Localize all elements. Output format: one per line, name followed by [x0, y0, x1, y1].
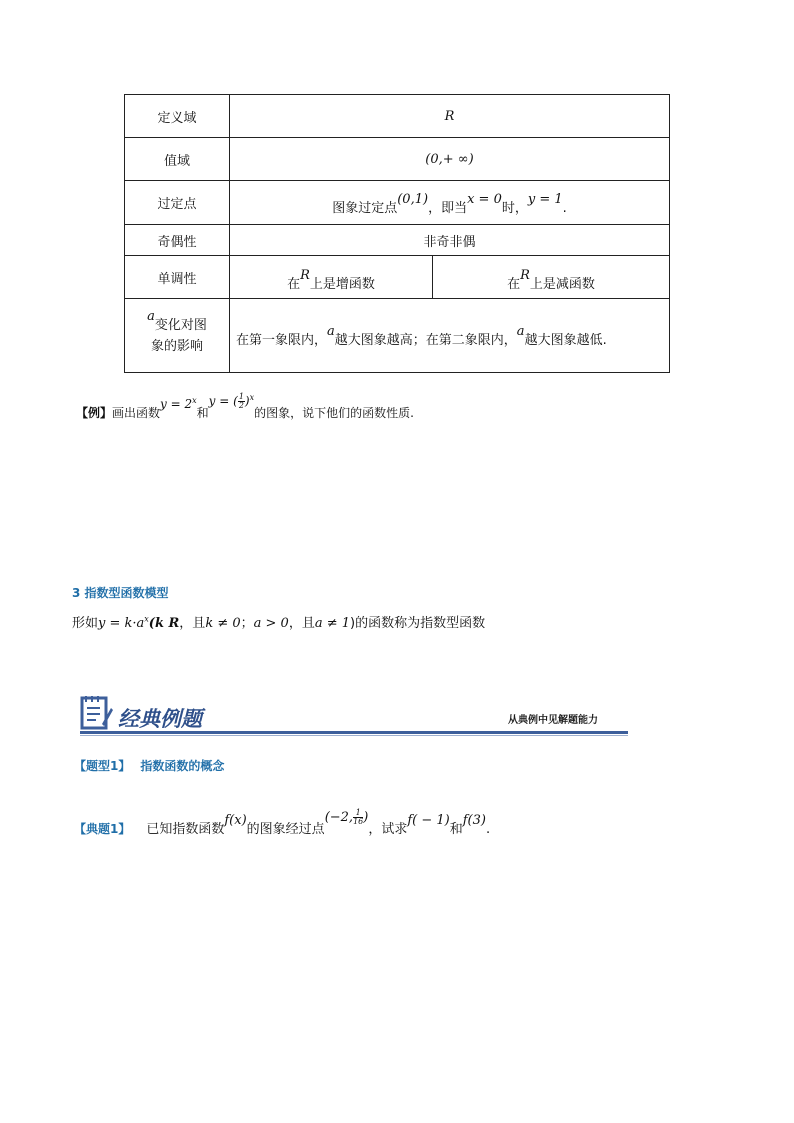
domain-value: R	[230, 95, 670, 138]
question-type-heading: 【题型1】 指数函数的概念	[74, 759, 225, 773]
example-line: 【例】画出函数$y = 2^x$和y = ( $\frac{1}{2}$ )$^x$的图象，说下他们的函数性质.	[76, 392, 414, 420]
row-label: 奇偶性	[125, 225, 230, 256]
row-label: 值域	[125, 138, 230, 181]
fixed-point-value: 图象过定点(0,1)，即当x = 0时，y = 1.	[230, 181, 670, 225]
monotonic-increasing: 在R上是增函数	[230, 256, 433, 299]
problem-line: 【典题1】 已知指数函数f(x)的图象经过点(−2, $\frac{1}{16}$ )，试求f( − 1)和f(3).	[74, 808, 491, 837]
formula-exp2: $y = 2^x$	[160, 396, 197, 411]
row-label: 过定点	[125, 181, 230, 225]
properties-table	[124, 94, 670, 373]
monotonic-decreasing: 在R上是减函数	[433, 256, 670, 299]
banner-divider-thin	[80, 735, 628, 736]
section-text: 形如$y = k\cdot a^x(k$ R，且k ≠ 0；a > 0，且a ≠ 1)的函数称为指数型函数	[72, 614, 486, 631]
banner-title: 经典例题	[118, 707, 202, 731]
parity-value: 非奇非偶	[230, 225, 670, 256]
section-heading: 3 指数型函数模型	[72, 586, 169, 600]
banner-divider	[80, 731, 628, 734]
formula-half-power: y = ( $\frac{1}{2}$ )$^x$	[208, 392, 255, 410]
row-label: 定义域	[125, 95, 230, 138]
notebook-icon	[80, 694, 114, 734]
banner-right-text: 从典例中见解题能力	[508, 715, 598, 726]
example-tag: 【例】	[76, 406, 113, 420]
range-value: (0,+ ∞)	[230, 138, 670, 181]
row-label: a变化对图 象的影响	[125, 299, 230, 373]
row-label: 单调性	[125, 256, 230, 299]
problem-tag: 【典题1】	[74, 822, 131, 836]
a-effect-value: 在第一象限内，a越大图象越高；在第二象限内，a越大图象越低.	[230, 299, 670, 373]
